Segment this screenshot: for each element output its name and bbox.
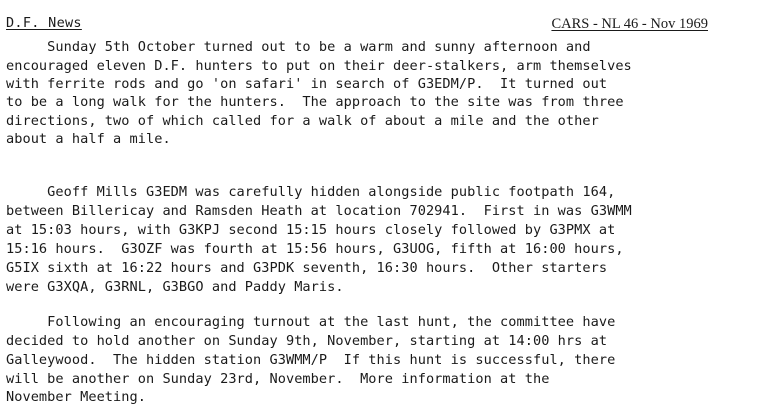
paragraph-line: at 15:03 hours, with G3KPJ second 15:15 hours closely followed by G3PMX at	[6, 222, 616, 238]
paragraph-line: between Billericay and Ramsden Heath at location 702941. First in was G3WMM	[6, 203, 632, 219]
paragraph-line: encouraged eleven D.F. hunters to put on their deer-stalkers, arm themselves	[6, 58, 632, 74]
paragraph-line: decided to hold another on Sunday 9th, November, starting at 14:00 hrs at	[6, 333, 608, 349]
paragraph-line: G5IX sixth at 16:22 hours and G3PDK seventh, 16:30 hours. Other starters	[6, 260, 608, 276]
section-title: D.F. News	[6, 15, 82, 31]
paragraph-line: Sunday 5th October turned out to be a warm and sunny afternoon and	[6, 39, 591, 55]
paragraph-line: with ferrite rods and go 'on safari' in search of G3EDM/P. It turned out	[6, 76, 608, 92]
paragraph-line: 15:16 hours. G3OZF was fourth at 15:56 hours, G3UOG, fifth at 16:00 hours,	[6, 241, 624, 257]
paragraph-line: Galleywood. The hidden station G3WMM/P If this hunt is successful, there	[6, 352, 616, 368]
paragraph-line: will be another on Sunday 23rd, November. More information at the	[6, 371, 550, 387]
paragraph-line: about a half a mile.	[6, 131, 171, 147]
paragraph-line: Following an encouraging turnout at the last hunt, the committee have	[6, 314, 616, 330]
paragraph-line: directions, two of which called for a walk of about a mile and the other	[6, 113, 599, 129]
paragraph-line: to be a long walk for the hunters. The approach to the site was from three	[6, 94, 624, 110]
paragraph-line: Geoff Mills G3EDM was carefully hidden alongside public footpath 164,	[6, 184, 616, 200]
paragraph-line: November Meeting.	[6, 389, 146, 405]
paragraph-line: were G3XQA, G3RNL, G3BGO and Paddy Maris.	[6, 279, 344, 295]
newsletter-reference: CARS - NL 46 - Nov 1969	[551, 16, 708, 32]
